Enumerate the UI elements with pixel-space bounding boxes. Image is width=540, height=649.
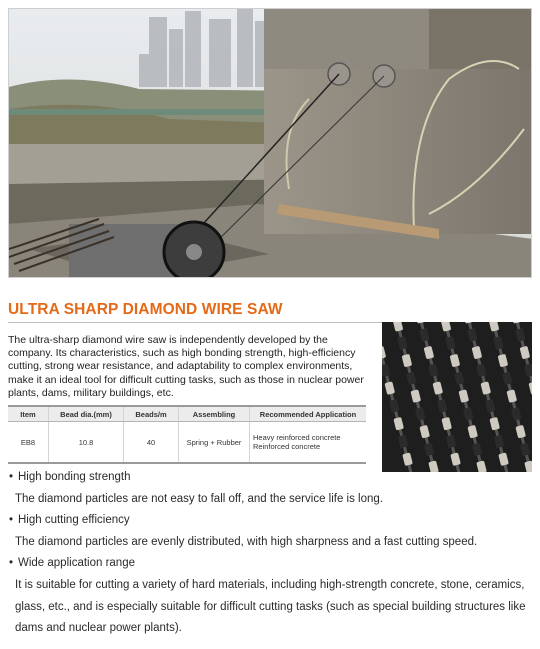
feature-title-text: Wide application range bbox=[18, 557, 135, 569]
bullet-icon: • bbox=[9, 514, 14, 526]
feature-title bbox=[9, 514, 130, 526]
feature-title-text: High bonding strength bbox=[18, 471, 131, 483]
feature-description-line: glass, etc., and is especially suitable for difficult cutting tasks (such as special building structures like bbox=[15, 600, 526, 613]
hero-photo-illustration bbox=[9, 9, 532, 278]
feature-description-line: dams and nuclear power plants). bbox=[15, 622, 182, 634]
header-item: Item bbox=[8, 406, 49, 422]
cell-application bbox=[250, 422, 367, 464]
feature-description bbox=[15, 575, 535, 640]
feature-title bbox=[9, 471, 131, 483]
cell-beads-per-m: 40 bbox=[124, 422, 179, 464]
application-line: Heavy reinforced concrete bbox=[253, 433, 341, 442]
header-application: Recommended Application bbox=[250, 406, 367, 422]
feature-description-line: It is suitable for cutting a variety of hard materials, including high-strength concrete, stone, ceramics, bbox=[15, 579, 525, 591]
product-photo bbox=[382, 322, 532, 472]
header-bead-dia: Bead dia.(mm) bbox=[49, 406, 124, 422]
header-assembling: Assembling bbox=[179, 406, 250, 422]
page-title: ULTRA SHARP DIAMOND WIRE SAW bbox=[8, 301, 283, 318]
header-beads-per-m: Beads/m bbox=[124, 406, 179, 422]
feature-description: The diamond particles are not easy to fall off, and the service life is long. bbox=[15, 493, 383, 505]
feature-description: The diamond particles are evenly distributed, with high sharpness and a fast cutting speed. bbox=[15, 536, 478, 548]
bullet-icon: • bbox=[9, 557, 14, 569]
cell-assembling: Spring + Rubber bbox=[179, 422, 250, 464]
product-description: The ultra-sharp diamond wire saw is independently developed by the company. Its characteristics, such as high bonding strength, high-efficiency cutting, strong wear resistance, and adaptability to complex environments, make it an ideal tool for difficult cutting tasks, such as those in nuclear power plants, dams, military buildings, etc. bbox=[8, 334, 364, 399]
table-row bbox=[8, 422, 366, 464]
spec-table-header-row bbox=[8, 406, 366, 422]
application-line: Reinforced concrete bbox=[253, 442, 321, 451]
spec-table bbox=[8, 405, 366, 464]
bullet-icon: • bbox=[9, 471, 14, 483]
feature-title bbox=[9, 557, 135, 569]
feature-title-text: High cutting efficiency bbox=[18, 514, 130, 526]
cell-item: EB8 bbox=[8, 422, 49, 464]
hero-photo bbox=[8, 8, 532, 278]
cell-bead-dia: 10.8 bbox=[49, 422, 124, 464]
diamond-wire-illustration bbox=[382, 322, 532, 472]
